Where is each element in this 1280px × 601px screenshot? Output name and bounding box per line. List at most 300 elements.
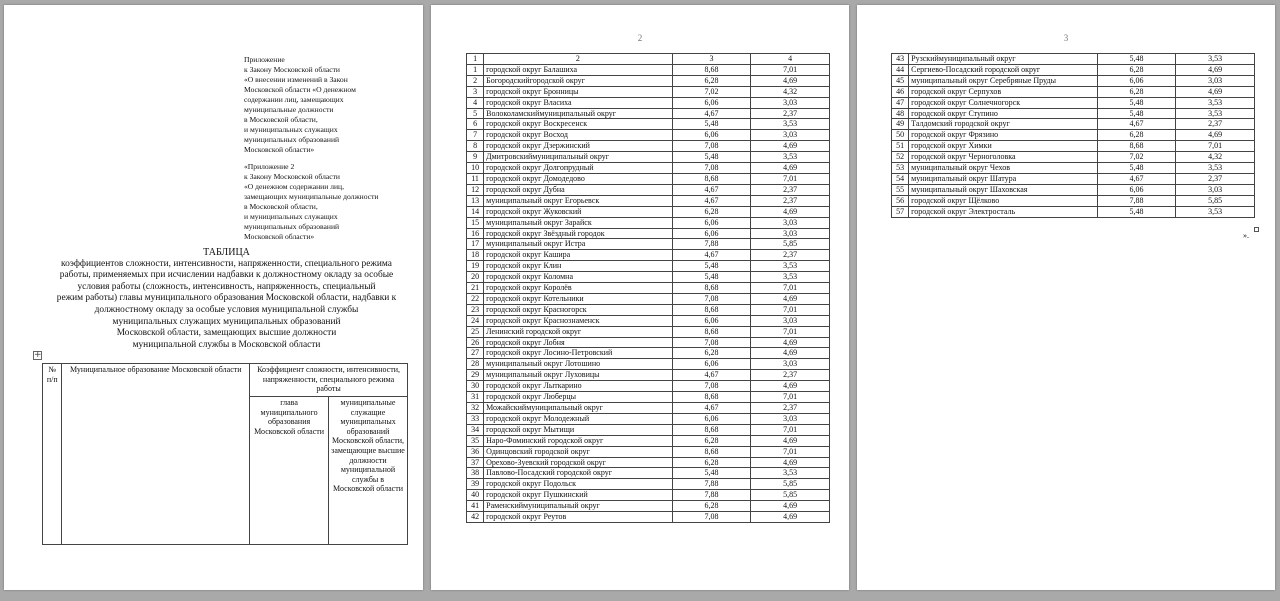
row-number: 33 (467, 413, 484, 424)
row-number: 31 (467, 392, 484, 403)
municipality-name: городской округ Краснознаменск (484, 315, 673, 326)
table-row (467, 228, 830, 239)
table-title-block (39, 247, 414, 351)
appendix-2-heading: «Приложение 2 к Закону Московской области «О денежном содержании лиц, замещающих муниципальные должности в Московской области, и муниципальных служащих муниципальных образований Московской области» (244, 162, 379, 241)
table-row (467, 217, 830, 228)
head-coefficient: 5,48 (672, 152, 751, 163)
row-number: 27 (467, 348, 484, 359)
row-number: 36 (467, 446, 484, 457)
staff-coefficient: 3,03 (751, 97, 830, 108)
municipality-name: муниципальный округ Шаховская (909, 184, 1098, 195)
staff-coefficient: 7,01 (1176, 141, 1255, 152)
staff-coefficient: 4,69 (751, 293, 830, 304)
row-number: 19 (467, 261, 484, 272)
table-row (467, 86, 830, 97)
header-head-cell: глава муниципального образования Московской области (250, 397, 329, 545)
municipality-name: городской округ Балашиха (484, 64, 673, 75)
text-boundary-mark (1254, 227, 1259, 232)
staff-coefficient: 3,53 (1176, 54, 1255, 65)
row-number: 39 (467, 479, 484, 490)
table-row (467, 315, 830, 326)
table-row (892, 64, 1255, 75)
staff-coefficient: 3,53 (751, 272, 830, 283)
staff-coefficient: 7,01 (751, 424, 830, 435)
row-number: 38 (467, 468, 484, 479)
head-coefficient: 6,06 (672, 413, 751, 424)
row-number: 15 (467, 217, 484, 228)
municipality-name: городской округ Лобня (484, 337, 673, 348)
staff-coefficient: 3,53 (1176, 163, 1255, 174)
row-number: 35 (467, 435, 484, 446)
head-coefficient: 6,06 (672, 130, 751, 141)
municipality-name: городской округ Жуковский (484, 206, 673, 217)
head-coefficient: 6,28 (672, 457, 751, 468)
staff-coefficient: 3,03 (1176, 184, 1255, 195)
header-staff-cell: муниципальные служащие муниципальных образований Московской области, замещающие высшие должности муниципальной службы в Московской области (329, 397, 408, 545)
staff-coefficient: 7,01 (751, 304, 830, 315)
staff-coefficient: 4,69 (751, 163, 830, 174)
table-row (892, 54, 1255, 65)
staff-coefficient: 3,03 (751, 130, 830, 141)
municipality-name: муниципальный округ Шатура (909, 173, 1098, 184)
row-number: 32 (467, 403, 484, 414)
row-number: 30 (467, 381, 484, 392)
municipality-name: городской округ Власиха (484, 97, 673, 108)
municipality-name: Павлово-Посадский городской округ (484, 468, 673, 479)
header-num-cell: № п/п (43, 364, 62, 545)
head-coefficient: 6,28 (672, 435, 751, 446)
municipality-name: городской округ Подольск (484, 479, 673, 490)
head-coefficient: 6,06 (1097, 75, 1176, 86)
coefficients-table-part-1 (466, 53, 830, 523)
table-row (467, 261, 830, 272)
appendix-heading: Приложение к Закону Московской области «О внесении изменений в Закон Московской области «О денежном содержании лиц, замещающих муниципальные должности в Московской области, и муниципальных служащих муниципальных образований Московской области» (244, 55, 356, 154)
head-coefficient: 6,28 (672, 348, 751, 359)
staff-coefficient: 5,85 (751, 239, 830, 250)
table-row (892, 108, 1255, 119)
head-coefficient: 4,67 (672, 108, 751, 119)
head-coefficient: 4,67 (672, 250, 751, 261)
table-row (467, 108, 830, 119)
municipality-name: Ленинский городской округ (484, 326, 673, 337)
municipality-name: городской округ Реутов (484, 512, 673, 523)
column-number: 1 (467, 54, 484, 65)
head-coefficient: 5,48 (672, 468, 751, 479)
row-number: 23 (467, 304, 484, 315)
head-coefficient: 4,67 (672, 195, 751, 206)
staff-coefficient: 2,37 (751, 403, 830, 414)
head-coefficient: 7,02 (1097, 152, 1176, 163)
municipality-name: Волоколамскиймуниципальный округ (484, 108, 673, 119)
coefficients-table-part-2 (891, 53, 1255, 218)
table-move-handle-icon[interactable]: + (34, 350, 42, 360)
head-coefficient: 7,08 (672, 381, 751, 392)
table-row (467, 97, 830, 108)
table-header (42, 363, 408, 545)
table-column-numbers-row (467, 54, 830, 65)
table-row (892, 141, 1255, 152)
municipality-name: городской округ Пушкинский (484, 490, 673, 501)
row-number: 11 (467, 173, 484, 184)
row-number: 50 (892, 130, 909, 141)
head-coefficient: 8,68 (672, 304, 751, 315)
row-number: 18 (467, 250, 484, 261)
municipality-name: городской округ Щёлково (909, 195, 1098, 206)
municipality-name: городской округ Лыткарино (484, 381, 673, 392)
head-coefficient: 8,68 (1097, 141, 1176, 152)
municipality-name: городской округ Солнечногорск (909, 97, 1098, 108)
head-coefficient: 7,08 (672, 293, 751, 304)
closing-quote-mark: ». (1243, 231, 1249, 240)
municipality-name: городской округ Королёв (484, 283, 673, 294)
row-number: 52 (892, 152, 909, 163)
head-coefficient: 7,08 (672, 163, 751, 174)
staff-coefficient: 7,01 (751, 283, 830, 294)
municipality-name: городской округ Ступино (909, 108, 1098, 119)
staff-coefficient: 4,69 (751, 337, 830, 348)
row-number: 43 (892, 54, 909, 65)
staff-coefficient: 2,37 (1176, 173, 1255, 184)
head-coefficient: 6,06 (672, 228, 751, 239)
staff-coefficient: 3,03 (751, 359, 830, 370)
row-number: 7 (467, 130, 484, 141)
municipality-name: Одинцовский городской округ (484, 446, 673, 457)
table-row (467, 272, 830, 283)
municipality-name: Наро-Фоминский городской округ (484, 435, 673, 446)
table-row (467, 75, 830, 86)
row-number: 22 (467, 293, 484, 304)
municipality-name: городской округ Дзержинский (484, 141, 673, 152)
table-row (467, 359, 830, 370)
municipality-name: муниципальный округ Истра (484, 239, 673, 250)
municipality-name: городской округ Домодедово (484, 173, 673, 184)
row-number: 12 (467, 184, 484, 195)
head-coefficient: 5,48 (1097, 108, 1176, 119)
municipality-name: городской округ Восход (484, 130, 673, 141)
municipality-name: муниципальный округ Зарайск (484, 217, 673, 228)
municipality-name: муниципальный округ Чехов (909, 163, 1098, 174)
staff-coefficient: 2,37 (751, 370, 830, 381)
row-number: 3 (467, 86, 484, 97)
staff-coefficient: 5,85 (1176, 195, 1255, 206)
table-row (467, 501, 830, 512)
table-row (467, 206, 830, 217)
row-number: 47 (892, 97, 909, 108)
table-row (467, 424, 830, 435)
staff-coefficient: 7,01 (751, 326, 830, 337)
head-coefficient: 6,06 (672, 359, 751, 370)
row-number: 1 (467, 64, 484, 75)
staff-coefficient: 7,01 (751, 64, 830, 75)
row-number: 13 (467, 195, 484, 206)
head-coefficient: 8,68 (672, 64, 751, 75)
staff-coefficient: 4,69 (751, 206, 830, 217)
head-coefficient: 6,06 (672, 217, 751, 228)
row-number: 45 (892, 75, 909, 86)
staff-coefficient: 2,37 (751, 108, 830, 119)
municipality-name: городской округ Звёздный городок (484, 228, 673, 239)
municipality-name: Сергиево-Посадский городской округ (909, 64, 1098, 75)
staff-coefficient: 2,37 (751, 195, 830, 206)
table-row (892, 206, 1255, 217)
staff-coefficient: 3,53 (751, 261, 830, 272)
head-coefficient: 7,88 (1097, 195, 1176, 206)
municipality-name: Талдомский городской округ (909, 119, 1098, 130)
staff-coefficient: 2,37 (751, 250, 830, 261)
row-number: 5 (467, 108, 484, 119)
row-number: 9 (467, 152, 484, 163)
staff-coefficient: 4,69 (751, 75, 830, 86)
table-row (467, 413, 830, 424)
head-coefficient: 5,48 (672, 119, 751, 130)
municipality-name: городской округ Черноголовка (909, 152, 1098, 163)
table-row (467, 381, 830, 392)
table-row (892, 173, 1255, 184)
head-coefficient: 8,68 (672, 424, 751, 435)
row-number: 40 (467, 490, 484, 501)
head-coefficient: 7,08 (672, 512, 751, 523)
row-number: 46 (892, 86, 909, 97)
row-number: 4 (467, 97, 484, 108)
table-row (467, 250, 830, 261)
staff-coefficient: 3,03 (751, 413, 830, 424)
head-coefficient: 6,28 (672, 501, 751, 512)
head-coefficient: 5,48 (1097, 163, 1176, 174)
row-number: 6 (467, 119, 484, 130)
staff-coefficient: 4,69 (751, 501, 830, 512)
municipality-name: городской округ Лосино-Петровский (484, 348, 673, 359)
table-row (467, 141, 830, 152)
staff-coefficient: 5,85 (751, 490, 830, 501)
table-row (892, 130, 1255, 141)
municipality-name: городской округ Коломна (484, 272, 673, 283)
municipality-name: городской округ Люберцы (484, 392, 673, 403)
row-number: 16 (467, 228, 484, 239)
page-number: 3 (1063, 33, 1069, 43)
head-coefficient: 7,88 (672, 479, 751, 490)
table-row (467, 184, 830, 195)
staff-coefficient: 2,37 (751, 184, 830, 195)
row-number: 51 (892, 141, 909, 152)
staff-coefficient: 4,69 (751, 381, 830, 392)
municipality-name: городской округ Химки (909, 141, 1098, 152)
table-row (467, 130, 830, 141)
table-row (892, 152, 1255, 163)
table-title: ТАБЛИЦА (203, 247, 250, 258)
staff-coefficient: 3,53 (751, 468, 830, 479)
staff-coefficient: 3,03 (751, 228, 830, 239)
table-row (467, 163, 830, 174)
table-row (467, 195, 830, 206)
head-coefficient: 8,68 (672, 326, 751, 337)
table-row (467, 468, 830, 479)
municipality-name: городской округ Фрязино (909, 130, 1098, 141)
staff-coefficient: 7,01 (751, 392, 830, 403)
municipality-name: Дмитровскиймуниципальный округ (484, 152, 673, 163)
row-number: 54 (892, 173, 909, 184)
municipality-name: городской округ Кашира (484, 250, 673, 261)
row-number: 10 (467, 163, 484, 174)
table-row (467, 239, 830, 250)
row-number: 8 (467, 141, 484, 152)
row-number: 44 (892, 64, 909, 75)
staff-coefficient: 4,69 (1176, 130, 1255, 141)
head-coefficient: 4,67 (672, 370, 751, 381)
header-coef-cell: Коэффициент сложности, интенсивности, напряженности, специального режима работы (250, 364, 408, 397)
municipality-name: городской округ Красногорск (484, 304, 673, 315)
table-row (467, 370, 830, 381)
staff-coefficient: 4,32 (1176, 152, 1255, 163)
row-number: 26 (467, 337, 484, 348)
head-coefficient: 5,48 (672, 272, 751, 283)
municipality-name: муниципальный округ Луховицы (484, 370, 673, 381)
table-row (467, 446, 830, 457)
head-coefficient: 7,08 (672, 141, 751, 152)
header-name-cell: Муниципальное образование Московской области (62, 364, 250, 545)
head-coefficient: 6,06 (672, 315, 751, 326)
row-number: 29 (467, 370, 484, 381)
row-number: 17 (467, 239, 484, 250)
row-number: 20 (467, 272, 484, 283)
column-number: 3 (672, 54, 751, 65)
staff-coefficient: 4,69 (751, 512, 830, 523)
table-row (892, 97, 1255, 108)
staff-coefficient: 3,53 (1176, 206, 1255, 217)
table-row (467, 435, 830, 446)
staff-coefficient: 4,69 (1176, 64, 1255, 75)
row-number: 53 (892, 163, 909, 174)
head-coefficient: 6,06 (1097, 184, 1176, 195)
page-number: 2 (637, 33, 643, 43)
municipality-name: городской округ Котельники (484, 293, 673, 304)
head-coefficient: 6,28 (672, 206, 751, 217)
municipality-name: городской округ Клин (484, 261, 673, 272)
municipality-name: городской округ Серпухов (909, 86, 1098, 97)
table-row (467, 490, 830, 501)
municipality-name: муниципальный округ Егорьевск (484, 195, 673, 206)
row-number: 28 (467, 359, 484, 370)
row-number: 57 (892, 206, 909, 217)
row-number: 14 (467, 206, 484, 217)
head-coefficient: 8,68 (672, 173, 751, 184)
row-number: 24 (467, 315, 484, 326)
table-row (467, 512, 830, 523)
municipality-name: городской округ Долгопрудный (484, 163, 673, 174)
head-coefficient: 4,67 (1097, 119, 1176, 130)
head-coefficient: 6,28 (1097, 86, 1176, 97)
head-coefficient: 4,67 (1097, 173, 1176, 184)
head-coefficient: 4,67 (672, 184, 751, 195)
staff-coefficient: 7,01 (751, 173, 830, 184)
head-coefficient: 8,68 (672, 446, 751, 457)
row-number: 42 (467, 512, 484, 523)
municipality-name: Раменскиймуниципальный округ (484, 501, 673, 512)
row-number: 55 (892, 184, 909, 195)
document-page-1 (4, 5, 423, 590)
head-coefficient: 8,68 (672, 392, 751, 403)
table-row (892, 119, 1255, 130)
table-row (467, 304, 830, 315)
staff-coefficient: 2,37 (1176, 119, 1255, 130)
table-row (467, 348, 830, 359)
table-row (467, 403, 830, 414)
municipality-name: городской округ Дубна (484, 184, 673, 195)
row-number: 49 (892, 119, 909, 130)
staff-coefficient: 3,53 (1176, 108, 1255, 119)
staff-coefficient: 4,69 (751, 348, 830, 359)
staff-coefficient: 4,69 (751, 457, 830, 468)
staff-coefficient: 4,69 (751, 141, 830, 152)
head-coefficient: 6,28 (1097, 64, 1176, 75)
table-row (892, 75, 1255, 86)
staff-coefficient: 4,69 (1176, 86, 1255, 97)
staff-coefficient: 3,53 (1176, 97, 1255, 108)
municipality-name: муниципальный округ Лотошино (484, 359, 673, 370)
table-row (467, 119, 830, 130)
head-coefficient: 6,06 (672, 97, 751, 108)
column-number: 4 (751, 54, 830, 65)
staff-coefficient: 3,53 (751, 119, 830, 130)
table-row (467, 152, 830, 163)
table-row (892, 184, 1255, 195)
municipality-name: Богородскийгородской округ (484, 75, 673, 86)
table-row (467, 293, 830, 304)
head-coefficient: 5,48 (1097, 97, 1176, 108)
table-row (892, 195, 1255, 206)
municipality-name: городской округ Мытищи (484, 424, 673, 435)
table-row (892, 163, 1255, 174)
row-number: 37 (467, 457, 484, 468)
column-number: 2 (484, 54, 673, 65)
staff-coefficient: 3,03 (751, 315, 830, 326)
table-row (467, 64, 830, 75)
row-number: 34 (467, 424, 484, 435)
head-coefficient: 7,08 (672, 337, 751, 348)
staff-coefficient: 3,53 (751, 152, 830, 163)
municipality-name: городской округ Молодежный (484, 413, 673, 424)
table-row (467, 392, 830, 403)
head-coefficient: 5,48 (672, 261, 751, 272)
row-number: 25 (467, 326, 484, 337)
row-number: 41 (467, 501, 484, 512)
row-number: 48 (892, 108, 909, 119)
head-coefficient: 6,28 (1097, 130, 1176, 141)
row-number: 21 (467, 283, 484, 294)
table-row (467, 337, 830, 348)
table-row (467, 457, 830, 468)
municipality-name: Орехово-Зуевский городской округ (484, 457, 673, 468)
table-subtitle: коэффициентов сложности, интенсивности, напряженности, специального режима работы, применяемых при исчислении надбавки к должностному окладу за особые условия работы (сложность, интенсивность, напряженность, специальный режим работы) главы муниципального образования Московской области, надбавки к должностному окладу за особые условия муниципальной службы муниципальных служащих муниципальных образований Московской области, замещающих высшие должности муниципальной службы в Московской области (56, 258, 397, 350)
table-row (467, 283, 830, 294)
head-coefficient: 5,48 (1097, 206, 1176, 217)
table-row (467, 479, 830, 490)
staff-coefficient: 4,69 (751, 435, 830, 446)
municipality-name: Можайскиймуниципальный округ (484, 403, 673, 414)
municipality-name: муниципальный округ Серебряные Пруды (909, 75, 1098, 86)
row-number: 2 (467, 75, 484, 86)
head-coefficient: 7,88 (672, 490, 751, 501)
staff-coefficient: 7,01 (751, 446, 830, 457)
municipality-name: городской округ Воскресенск (484, 119, 673, 130)
table-row (892, 86, 1255, 97)
document-page-2 (431, 5, 849, 590)
head-coefficient: 6,28 (672, 75, 751, 86)
municipality-name: городской округ Электросталь (909, 206, 1098, 217)
head-coefficient: 7,88 (672, 239, 751, 250)
head-coefficient: 4,67 (672, 403, 751, 414)
staff-coefficient: 4,32 (751, 86, 830, 97)
staff-coefficient: 5,85 (751, 479, 830, 490)
